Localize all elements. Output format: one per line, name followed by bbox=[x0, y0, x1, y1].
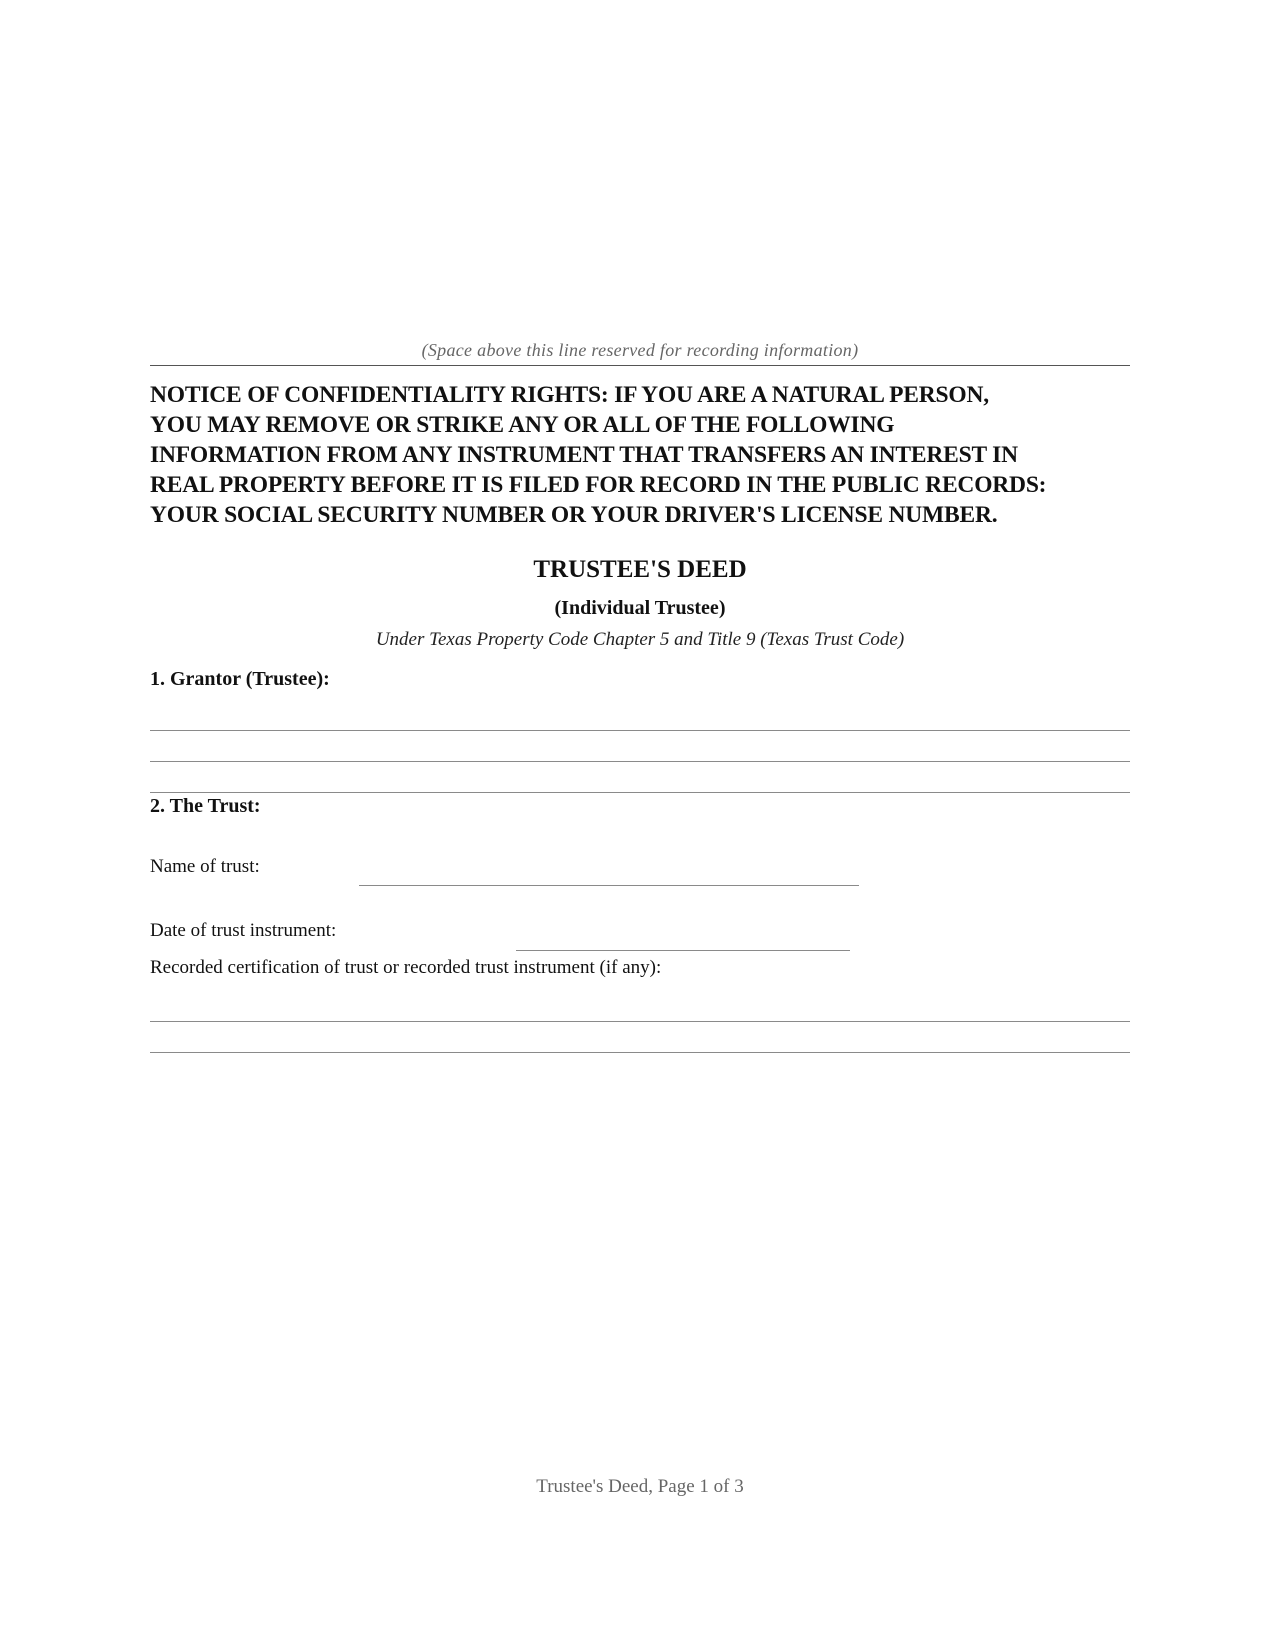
trust-name-label: Name of trust: bbox=[150, 856, 260, 877]
trust-date-label: Date of trust instrument: bbox=[150, 920, 337, 941]
recorded-trust-line-1[interactable] bbox=[150, 1021, 1130, 1022]
grantor-heading: 1. Grantor (Trustee): bbox=[150, 668, 330, 690]
notice-line: YOUR SOCIAL SECURITY NUMBER OR YOUR DRIVER'S LICENSE NUMBER. bbox=[150, 502, 998, 528]
grantor-line-1[interactable] bbox=[150, 730, 1130, 731]
recorded-trust-label: Recorded certification of trust or recorded trust instrument (if any): bbox=[150, 957, 662, 978]
document-title: TRUSTEE'S DEED bbox=[533, 556, 747, 583]
confidentiality-notice bbox=[150, 380, 1140, 530]
document-subtitle: (Individual Trustee) bbox=[554, 597, 726, 619]
notice-line: REAL PROPERTY BEFORE IT IS FILED FOR RECORD IN THE PUBLIC RECORDS: bbox=[150, 472, 1047, 498]
page-footer: Trustee's Deed, Page 1 of 3 bbox=[536, 1476, 744, 1497]
grantor-line-3[interactable] bbox=[150, 792, 1130, 793]
trust-date-field[interactable] bbox=[516, 950, 850, 951]
grantor-line-2[interactable] bbox=[150, 761, 1130, 762]
notice-line: INFORMATION FROM ANY INSTRUMENT THAT TRANSFERS AN INTEREST IN bbox=[150, 442, 1018, 468]
recording-space-note: (Space above this line reserved for recording information) bbox=[421, 340, 859, 360]
trust-heading: 2. The Trust: bbox=[150, 795, 261, 817]
recorded-trust-line-2[interactable] bbox=[150, 1052, 1130, 1053]
notice-line: NOTICE OF CONFIDENTIALITY RIGHTS: IF YOU ARE A NATURAL PERSON, bbox=[150, 382, 989, 408]
trust-name-field[interactable] bbox=[359, 885, 859, 886]
statute-reference: Under Texas Property Code Chapter 5 and Title 9 (Texas Trust Code) bbox=[375, 629, 905, 650]
notice-line: YOU MAY REMOVE OR STRIKE ANY OR ALL OF THE FOLLOWING bbox=[150, 412, 895, 438]
recording-divider bbox=[150, 365, 1130, 366]
